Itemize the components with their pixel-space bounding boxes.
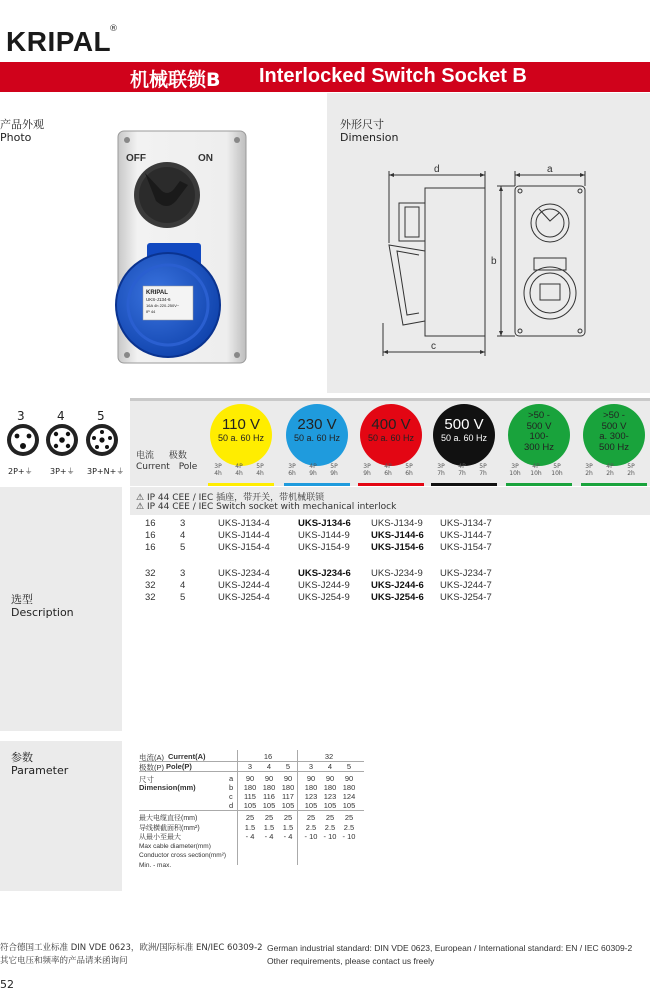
svg-text:IP 44: IP 44 (146, 309, 156, 314)
pole-header-en: Pole (178, 462, 198, 472)
model-current: 32 (145, 592, 156, 603)
param-dim-key: b (229, 783, 234, 792)
voltage-badge-110v: 110 V 50 a. 60 Hz (210, 404, 272, 466)
param-cable-label: 导线横截面积(mm²) (139, 824, 200, 832)
param-current-32: 32 (324, 752, 334, 761)
model-code: UKS-J134-4 (218, 518, 270, 529)
param-cable-value: - 4 (245, 832, 255, 841)
model-pole: 4 (180, 530, 186, 541)
product-photo (0, 93, 327, 393)
dimension-section (327, 93, 650, 393)
model-code: UKS-J254-7 (440, 592, 492, 603)
footer-cn (0, 942, 263, 968)
voltage-pole-code: 5P 10h (551, 463, 563, 477)
voltage-badge-500v: 500 V 50 a. 60 Hz (433, 404, 495, 466)
model-code: UKS-J244-4 (218, 580, 270, 591)
warning-icon: ⚠ (136, 493, 145, 503)
svg-text:c: c (431, 341, 436, 352)
dimension-label-en: Dimension (340, 131, 399, 144)
param-dim-value: 90 (306, 774, 316, 783)
svg-text:b: b (491, 256, 497, 267)
param-dim-key: c (229, 792, 233, 801)
param-dim-value: 180 (262, 783, 276, 792)
model-code: UKS-J244-9 (298, 580, 350, 591)
model-code: UKS-J154-6 (371, 542, 424, 553)
photo-label-en: Photo (0, 131, 32, 144)
param-rule (139, 810, 364, 811)
voltage-badge-230v: 230 V 50 a. 60 Hz (286, 404, 348, 466)
param-dim-label-en: Dimension(mm) (139, 783, 196, 792)
voltage-badge-400v: 400 V 50 a. 60 Hz (360, 404, 422, 466)
param-dim-value: 124 (342, 792, 356, 801)
ip-rating-cn: ⚠ IP 44 CEE / IEC 插座，带开关，带机械联锁 (136, 493, 325, 503)
model-code: UKS-J234-9 (371, 568, 423, 579)
param-col-rule (237, 750, 238, 865)
ip-rating-en: ⚠ IP 44 CEE / IEC Switch socket with mechanical interlock (136, 502, 397, 512)
parameter-label (11, 751, 68, 777)
param-dim-value: 90 (245, 774, 255, 783)
param-cable-value: 2.5 (343, 822, 355, 832)
model-pole: 4 (180, 580, 186, 591)
param-cable-value: 2.5 (324, 822, 336, 832)
voltage-pole-code: 5P 6h (405, 463, 413, 477)
voltage-bar-300hz (506, 483, 572, 486)
svg-text:OFF: OFF (126, 153, 146, 164)
pole-count-4: 4 (57, 409, 65, 423)
voltage-pole-code: 3P 7h (437, 463, 445, 477)
footer-en-standard: German industrial standard: DIN VDE 0623, European / International standard: EN / IEC 60309-2 (267, 943, 633, 953)
param-dim-value: 180 (342, 783, 356, 792)
param-pole-label-en: Pole(P) (166, 762, 192, 771)
description-label-cn: 选型 (11, 593, 33, 606)
param-dim-value: 90 (344, 774, 354, 783)
parameter-panel (0, 741, 122, 891)
voltage-bar-230v (284, 483, 350, 486)
brand-name: KRIPAL (6, 26, 112, 57)
model-code: UKS-J154-4 (218, 542, 270, 553)
param-cable-value: - 10 (304, 832, 318, 841)
current-header (136, 451, 197, 473)
parameter-label-cn: 参数 (11, 751, 33, 764)
pole-label-3: 2P+⏚ (8, 467, 33, 476)
model-code: UKS-J144-7 (440, 530, 492, 541)
voltage-pole-code: 5P 4h (256, 463, 264, 477)
brand-logo (6, 26, 116, 56)
model-code: UKS-J134-6 (298, 518, 351, 529)
pole-header-cn: 极数 (168, 451, 187, 461)
voltage-pole-code: 3P 6h (288, 463, 296, 477)
param-pole-label: 极数(P) (139, 763, 164, 772)
model-current: 16 (145, 542, 156, 553)
param-cable-value: - 4 (283, 832, 293, 841)
voltage-pole-code: 3P 2h (585, 463, 593, 477)
param-dim-value: 180 (281, 783, 295, 792)
voltage-pole-code: 5P 9h (330, 463, 338, 477)
param-dim-value: 180 (304, 783, 318, 792)
model-pole: 3 (180, 568, 186, 579)
pole-label-4: 3P+⏚ (50, 467, 75, 476)
model-code: UKS-J244-6 (371, 580, 424, 591)
voltage-bar-110v (208, 483, 274, 486)
title-cn: 机械联锁B (130, 69, 221, 91)
model-current: 32 (145, 580, 156, 591)
dimension-label-cn: 外形尺寸 (340, 118, 384, 131)
model-code: UKS-J234-7 (440, 568, 492, 579)
param-cable-value: - 10 (323, 832, 337, 841)
param-cable-value: - 4 (264, 832, 274, 841)
param-dim-value: 105 (243, 801, 257, 810)
dimension-drawing (327, 93, 650, 393)
param-cable-value: 25 (264, 813, 274, 822)
voltage-pole-code: 4P 4h (235, 463, 243, 477)
param-cable-value: 25 (283, 813, 293, 822)
param-dim-value: 123 (323, 792, 337, 801)
voltage-pole-code: 4P 9h (309, 463, 317, 477)
voltage-pole-code: 5P 2h (627, 463, 635, 477)
pole-count-3: 3 (17, 409, 25, 423)
param-dim-value: 105 (304, 801, 318, 810)
model-code: UKS-J254-4 (218, 592, 270, 603)
param-dim-value: 115 (244, 792, 256, 801)
param-dim-value: 105 (281, 801, 295, 810)
param-col-rule (297, 750, 298, 865)
param-dim-value: 116 (263, 792, 275, 801)
svg-text:UKS-J134-6: UKS-J134-6 (146, 297, 171, 302)
param-cable-value: 25 (245, 813, 255, 822)
param-dim-label-cn: 尺寸 (139, 775, 154, 784)
model-code: UKS-J254-6 (371, 592, 424, 603)
param-cable-label: 从最小至最大 (139, 834, 181, 841)
param-dim-value: 105 (323, 801, 337, 810)
param-cable-label: 最大电缆直径(mm) (139, 815, 198, 822)
param-cable-label: Min. - max. (139, 861, 172, 869)
svg-text:a: a (547, 164, 553, 175)
model-code: UKS-J144-4 (218, 530, 270, 541)
param-dim-value: 105 (342, 801, 356, 810)
parameter-label-en: Parameter (11, 764, 69, 777)
param-cable-label: Max cable diameter(mm) (139, 842, 211, 850)
model-code: UKS-J134-7 (440, 518, 492, 529)
model-pole: 5 (180, 592, 186, 603)
description-panel (0, 487, 122, 731)
voltage-bar-500hz (581, 483, 647, 486)
current-header-en: Current (136, 462, 170, 472)
footer-cn-standard: 符合德国工业标准 DIN VDE 0623，欧洲/国际标准 EN/IEC 60309-2 (0, 943, 263, 953)
param-pole: 4 (266, 762, 272, 771)
model-current: 32 (145, 568, 156, 579)
model-pole: 5 (180, 542, 186, 553)
param-cable-value: 1.5 (263, 822, 275, 832)
param-cable-value: 25 (325, 813, 335, 822)
current-header-cn: 电流 (136, 451, 155, 461)
voltage-bar-400v (358, 483, 424, 486)
svg-text:ON: ON (198, 153, 213, 164)
model-code: UKS-J154-9 (298, 542, 350, 553)
model-code: UKS-J134-9 (371, 518, 423, 529)
model-code: UKS-J144-6 (371, 530, 424, 541)
voltage-pole-code: 4P 6h (384, 463, 392, 477)
svg-text:16A 4h 220-250V~: 16A 4h 220-250V~ (146, 303, 180, 308)
param-dim-key: a (229, 774, 234, 783)
voltage-pole-code: 4P 10h (530, 463, 542, 477)
svg-text:d: d (434, 164, 440, 175)
page-number: 52 (0, 978, 14, 991)
title-en: Interlocked Switch Socket B (259, 65, 527, 87)
model-code: UKS-J244-7 (440, 580, 492, 591)
param-dim-value: 90 (264, 774, 274, 783)
param-dim-value: 105 (262, 801, 276, 810)
param-pole: 4 (327, 762, 333, 771)
param-dim-value: 90 (325, 774, 335, 783)
model-pole: 3 (180, 518, 186, 529)
param-cable-value: 25 (306, 813, 316, 822)
description-label-en: Description (11, 606, 74, 619)
warning-icon: ⚠ (136, 502, 145, 512)
voltage-pole-code: 5P 7h (479, 463, 487, 477)
model-current: 16 (145, 518, 156, 529)
title-banner (0, 62, 650, 92)
param-dim-key: d (229, 801, 234, 810)
param-rule (139, 761, 364, 762)
model-code: UKS-J144-9 (298, 530, 350, 541)
voltage-pole-code: 3P 10h (509, 463, 521, 477)
param-pole: 5 (346, 762, 352, 771)
param-dim-value: 180 (323, 783, 337, 792)
param-pole: 3 (247, 762, 253, 771)
model-code: UKS-J154-7 (440, 542, 492, 553)
pole-label-5: 3P+N+⏚ (87, 467, 125, 476)
footer-en-contact: Other requirements, please contact us freely (267, 956, 435, 966)
param-pole: 5 (285, 762, 291, 771)
param-dim-value: 117 (282, 792, 294, 801)
voltage-badge-500v-500hz: >50 - 500 V a. 300- 500 Hz (583, 404, 645, 466)
param-cable-value: 1.5 (244, 822, 256, 832)
param-rule (139, 771, 364, 772)
footer-cn-contact: 其它电压和频率的产品请来函询问 (0, 956, 128, 966)
model-current: 16 (145, 530, 156, 541)
voltage-pole-code: 4P 2h (606, 463, 614, 477)
pole-count-5: 5 (97, 409, 105, 423)
model-code: UKS-J254-9 (298, 592, 350, 603)
footer-en (267, 942, 632, 968)
param-pole: 3 (308, 762, 314, 771)
param-current-label: 电流(A) (139, 753, 164, 762)
voltage-pole-code: 3P 9h (363, 463, 371, 477)
param-cable-value: 2.5 (305, 822, 317, 832)
model-code: UKS-J234-4 (218, 568, 270, 579)
model-code: UKS-J234-6 (298, 568, 351, 579)
param-current-label-en: Current(A) (168, 752, 206, 761)
voltage-bar-500v (431, 483, 497, 486)
registered-mark: ® (109, 24, 118, 34)
photo-section (0, 93, 327, 393)
param-dim-value: 90 (283, 774, 293, 783)
param-dim-value: 123 (304, 792, 318, 801)
param-cable-value: - 10 (342, 832, 356, 841)
voltage-pole-code: 3P 4h (214, 463, 222, 477)
param-cable-value: 1.5 (282, 822, 294, 832)
param-current-16: 16 (263, 752, 273, 761)
param-dim-value: 180 (243, 783, 257, 792)
svg-text:KRIPAL: KRIPAL (146, 290, 168, 296)
voltage-badge-500v-300hz: >50 - 500 V 100- 300 Hz (508, 404, 570, 466)
description-label (11, 593, 74, 619)
voltage-pole-code: 4P 7h (458, 463, 466, 477)
param-cable-value: 25 (344, 813, 354, 822)
param-cable-label: Conductor cross section(mm²) (139, 852, 227, 859)
pole-pictograms (0, 398, 126, 485)
photo-label-cn: 产品外观 (0, 118, 44, 131)
